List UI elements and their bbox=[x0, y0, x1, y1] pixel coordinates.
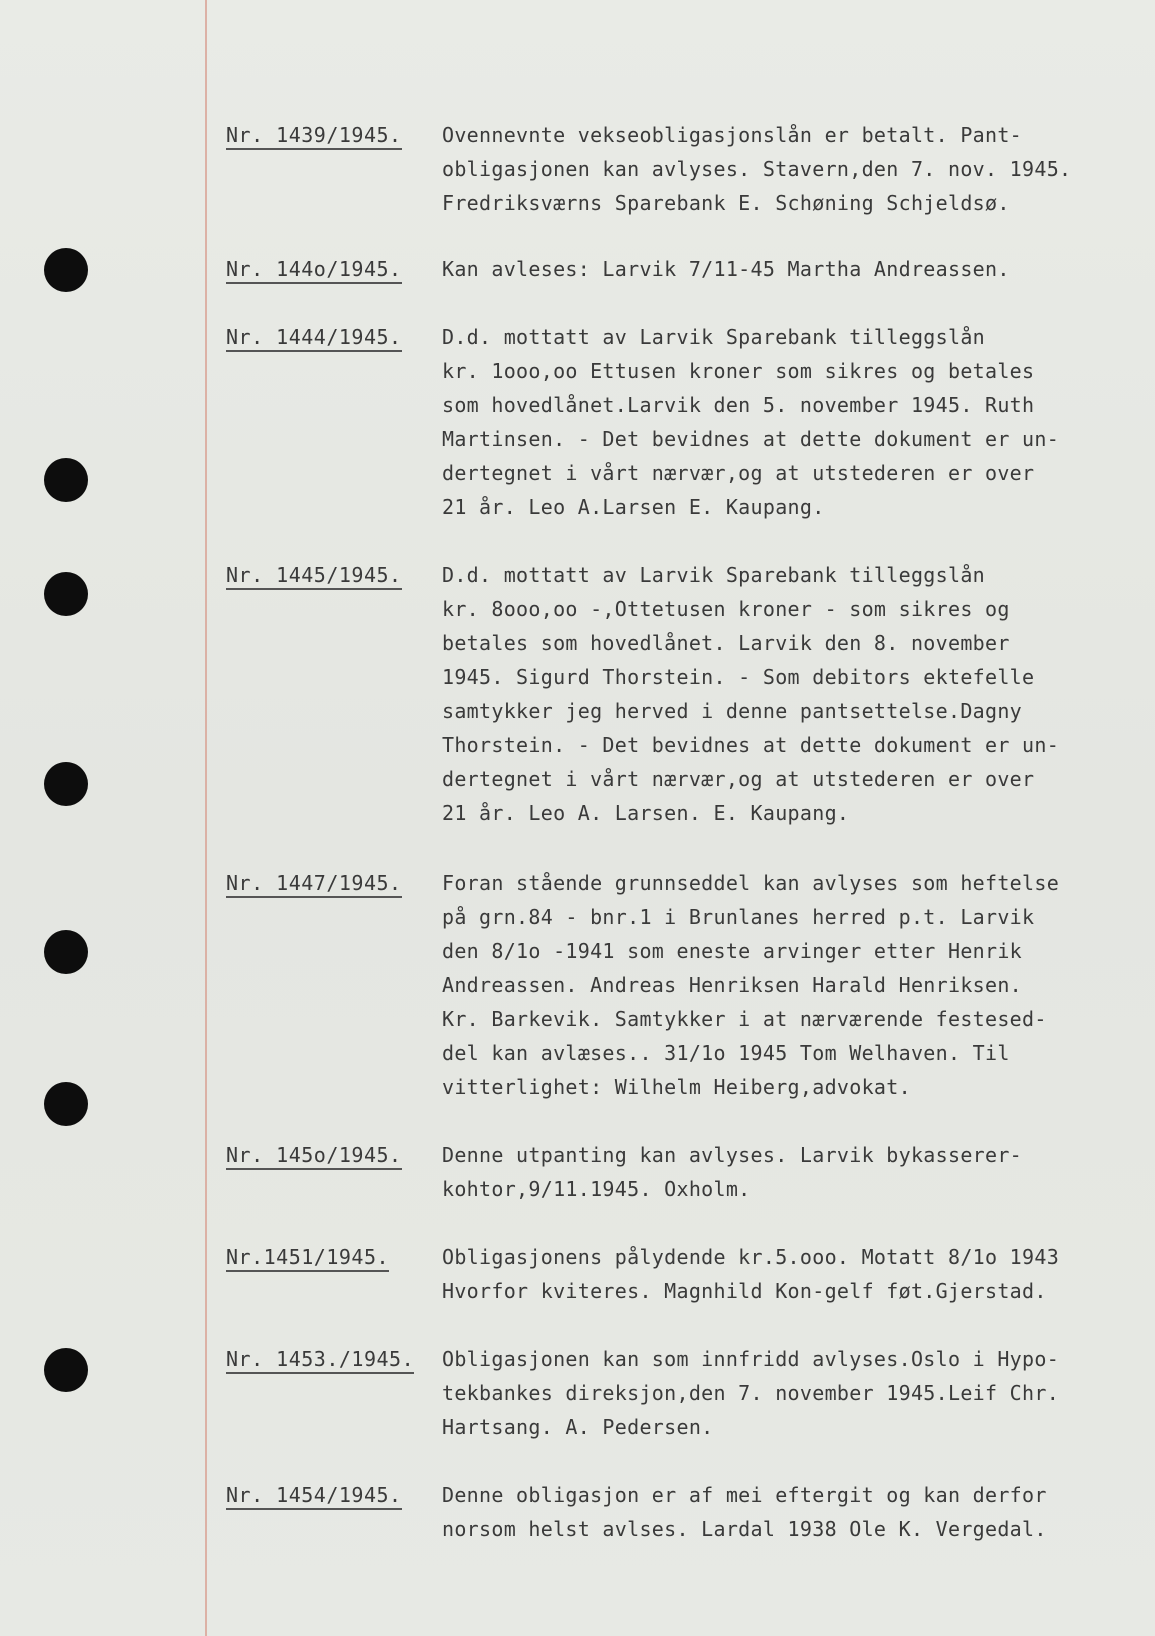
punch-hole bbox=[44, 1082, 88, 1126]
entry-number: Nr. 1445/1945. bbox=[226, 558, 426, 592]
entry-number: Nr.1451/1945. bbox=[226, 1240, 426, 1274]
punch-hole bbox=[44, 762, 88, 806]
punch-hole bbox=[44, 248, 88, 292]
punch-hole bbox=[44, 930, 88, 974]
entry-number: Nr. 145o/1945. bbox=[226, 1138, 426, 1172]
entry-text: Denne obligasjon er af mei eftergit og kan derfor norsom helst avlses. Lardal 1938 Ole K. Vergedal. bbox=[442, 1483, 1047, 1541]
entry-number: Nr. 1447/1945. bbox=[226, 866, 426, 900]
entry-number: Nr. 1454/1945. bbox=[226, 1478, 426, 1512]
entry-text: Obligasjonens pålydende kr.5.ooo. Motatt 8/1o 1943 Hvorfor kviteres. Magnhild Kon-gelf føt.Gjerstad. bbox=[442, 1245, 1060, 1303]
entry-text: Foran stående grunnseddel kan avlyses som heftelse på grn.84 - bnr.1 i Brunlanes herred p.t. Larvik den 8/1o -1941 som eneste arvinger etter Henrik Andreassen. Andreas Henriksen Harald Henriksen. Kr. Barkevik. Samtykker i at nærværende festesed- del kan avlæses.. 31/1o 1945 Tom Welhaven. Til vitterlighet: Wilhelm Heiberg,advokat. bbox=[442, 871, 1060, 1099]
punch-hole bbox=[44, 458, 88, 502]
entry-text: Kan avleses: Larvik 7/11-45 Martha Andreassen. bbox=[442, 257, 1010, 281]
entry-text: Obligasjonen kan som innfridd avlyses.Oslo i Hypo- tekbankes direksjon,den 7. november 1945.Leif Chr. Hartsang. A. Pedersen. bbox=[442, 1347, 1060, 1439]
entry-number: Nr. 144o/1945. bbox=[226, 252, 426, 286]
entry-text: D.d. mottatt av Larvik Sparebank tilleggslån kr. 1ooo,oo Ettusen kroner som sikres og betales som hovedlånet.Larvik den 5. november 1945. Ruth Martinsen. - Det bevidnes at dette dokument er un- dertegnet i vårt nærvær,og at utstederen er over 21 år. Leo A.Larsen E. Kaupang. bbox=[442, 325, 1060, 519]
margin-rule bbox=[205, 0, 207, 1636]
entry-number: Nr. 1444/1945. bbox=[226, 320, 426, 354]
entry-text: Ovennevnte vekseobligasjonslån er betalt. Pant- obligasjonen kan avlyses. Stavern,den 7. nov. 1945. Fredriksværns Sparebank E. Schøning Schjeldsø. bbox=[442, 123, 1072, 215]
entry-number: Nr. 1439/1945. bbox=[226, 118, 426, 152]
entry-text: Denne utpanting kan avlyses. Larvik bykasserer- kohtor,9/11.1945. Oxholm. bbox=[442, 1143, 1023, 1201]
entry-number: Nr. 1453./1945. bbox=[226, 1342, 426, 1376]
punch-hole bbox=[44, 572, 88, 616]
punch-hole bbox=[44, 1348, 88, 1392]
entry-text: D.d. mottatt av Larvik Sparebank tilleggslån kr. 8ooo,oo -,Ottetusen kroner - som sikres og betales som hovedlånet. Larvik den 8. november 1945. Sigurd Thorstein. - Som debitors ektefelle samtykker jeg herved i denne pantsettelse.Dagny Thorstein. - Det bevidnes at dette dokument er un- dertegnet i vårt nærvær,og at utstederen er over 21 år. Leo A. Larsen. E. Kaupang. bbox=[442, 563, 1060, 825]
